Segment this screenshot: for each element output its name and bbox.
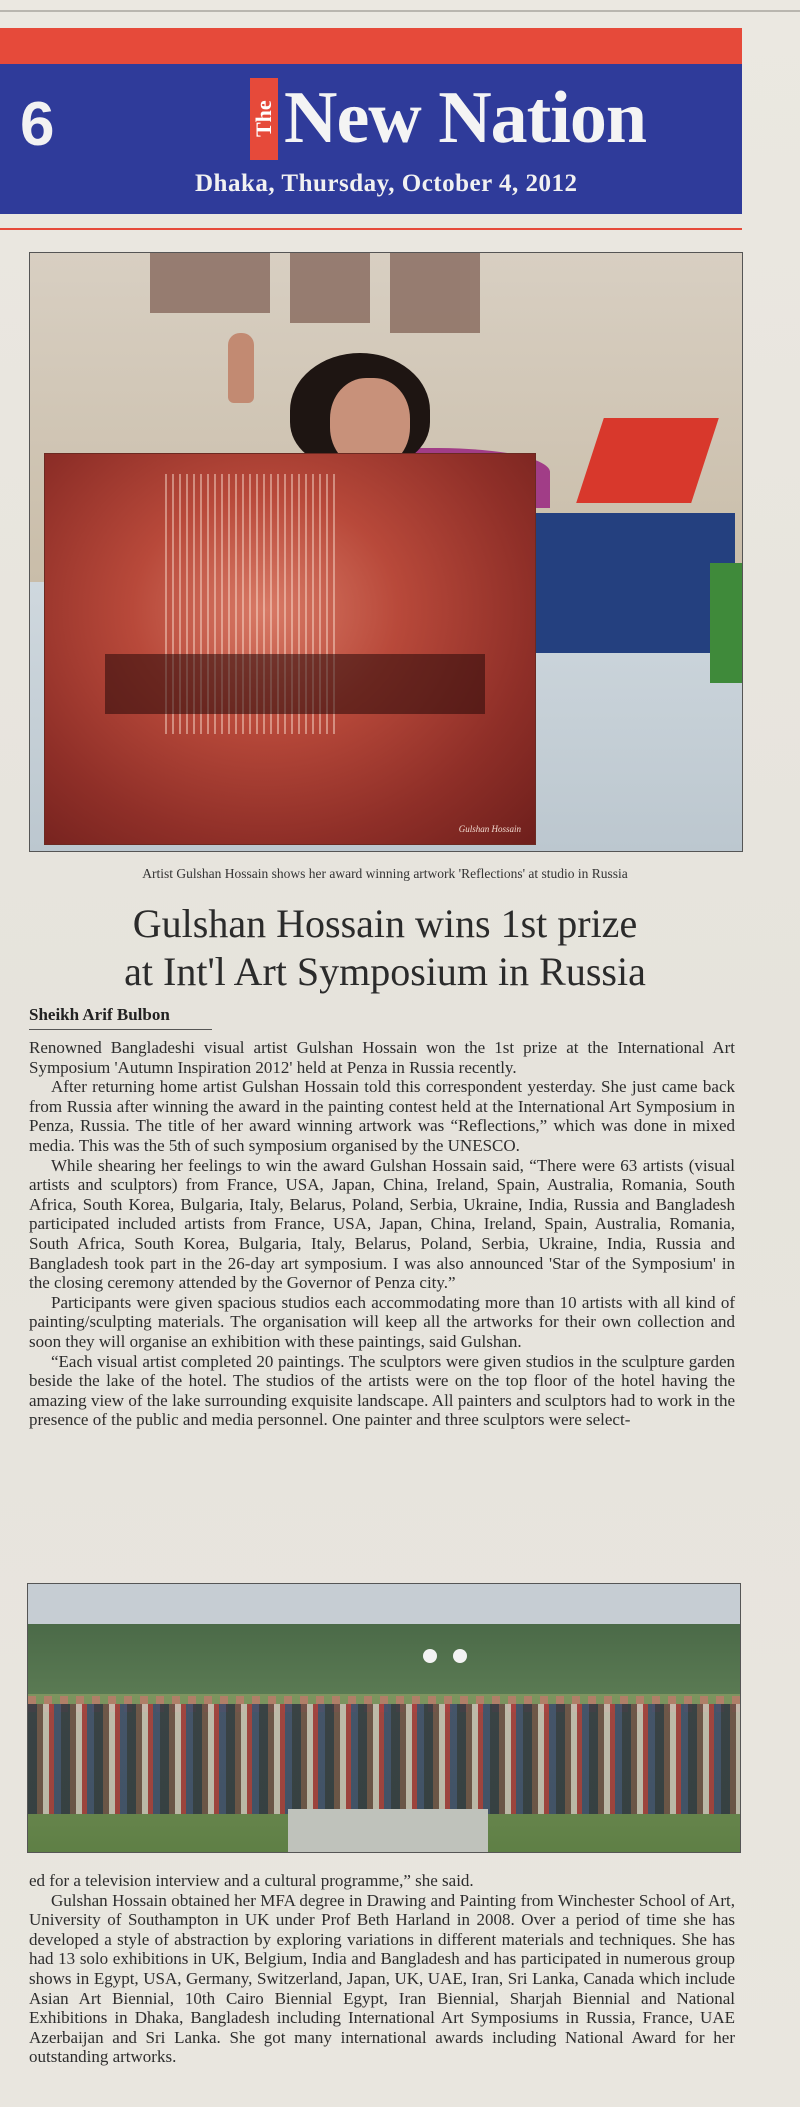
article-body-top xyxy=(29,1038,735,1430)
paragraph: “Each visual artist completed 20 paintings. The sculptors were given studios in the sculpture garden beside the lake of the hotel. The studios of the artists were on the top floor of the hotel having the amazing view of the lake surrounding exquisite landscape. All painters and sculptors had to work in the presence of the public and media personnel. One painter and three sculptors were select- xyxy=(29,1351,735,1430)
paragraph: Participants were given spacious studios each accommodating more than 10 artists with all kind of painting/sculpting materials. The organisation will keep all the artworks for their own collection and soon they will organise an exhibition with these paintings, said Gulshan. xyxy=(29,1292,735,1351)
headline xyxy=(29,900,741,996)
reflections-painting xyxy=(44,453,536,845)
group-crowd xyxy=(28,1704,740,1814)
group-photo-trees xyxy=(28,1624,740,1694)
headline-line-2: at Int'l Art Symposium in Russia xyxy=(124,949,646,994)
artist-photo xyxy=(29,252,743,852)
headline-line-1: Gulshan Hossain wins 1st prize xyxy=(132,901,638,946)
article-body-bottom xyxy=(29,1871,735,2067)
paragraph: Gulshan Hossain obtained her MFA degree in Drawing and Painting from Winchester School of Art, University of Southampton in UK under Prof Beth Harland in 2008. Over a period of time she has developed a style of abstraction by exploring variations in different materials and techniques. She has had 13 solo exhibitions in UK, Belgium, India and Bangladesh and has participated in numerous group shows in Egypt, USA, Germany, Switzerland, Japan, UK, UAE, Iran, Sri Lanka, Canada which include Asian Art Biennial, 10th Cairo Biennial Egypt, Iran Biennial, Sharjah Biennial and National Exhibitions in Dhaka, Bangladesh including International Art Symposiums in Russia, France, UAE Azerbaijan and Sri Lanka. She got many international awards including National Award for her outstanding artworks. xyxy=(29,1890,735,2067)
artist-hand xyxy=(228,333,254,403)
painting-signature: Gulshan Hossain xyxy=(458,824,521,834)
masthead-underline xyxy=(0,228,742,230)
blue-panel xyxy=(535,513,735,653)
lamp-post xyxy=(423,1649,437,1663)
page-number: 6 xyxy=(20,90,55,159)
stone-path xyxy=(288,1809,488,1853)
byline-rule xyxy=(29,1029,212,1030)
logo-the: The xyxy=(250,78,278,160)
masthead xyxy=(0,64,742,214)
wall-artwork xyxy=(390,253,480,333)
byline: Sheikh Arif Bulbon xyxy=(29,1005,170,1024)
paragraph: Renowned Bangladeshi visual artist Gulshan Hossain won the 1st prize at the International Art Symposium 'Autumn Inspiration 2012' held at Penza in Russia recently. xyxy=(29,1038,735,1077)
paragraph: ed for a television interview and a cultural programme,” she said. xyxy=(29,1871,474,1890)
wall-artwork xyxy=(150,253,270,313)
paragraph: While shearing her feelings to win the award Gulshan Hossain said, “There were 63 artists (visual artists and sculptors) from France, USA, Japan, China, Ireland, Spain, Australia, Romania, South Africa, South Korea, Bulgaria, Italy, Belarus, Poland, Serbia, Ukraine, India, Russia and Bangladesh participated included artists from France, USA, Japan, China, Ireland, Spain, Australia, Romania, South Africa, South Korea, Bulgaria, Italy, Belarus, Poland, Serbia, Ukraine, India, Russia and Bangladesh took part in the 26-day art symposium. I was also announced 'Star of the Symposium' in the closing ceremony attended by the Governor of Penza city.” xyxy=(29,1155,735,1293)
green-panel xyxy=(710,563,742,683)
group-photo xyxy=(27,1583,741,1853)
newspaper-logo xyxy=(250,78,646,158)
painting-shadow xyxy=(105,654,485,714)
masthead-red-band xyxy=(0,28,742,64)
lamp-post xyxy=(453,1649,467,1663)
wall-artwork xyxy=(290,253,370,323)
photo-caption: Artist Gulshan Hossain shows her award winning artwork 'Reflections' at studio in Russia xyxy=(142,866,628,881)
dateline: Dhaka, Thursday, October 4, 2012 xyxy=(195,170,578,197)
paragraph: After returning home artist Gulshan Hossain told this correspondent yesterday. She just came back from Russia after winning the award in the painting contest held at the International Art Symposium in Penza, Russia. The title of her award winning artwork was “Reflections,” which was done in mixed media. This was the 5th of such symposium organised by the UNESCO. xyxy=(29,1077,735,1155)
logo-name: New Nation xyxy=(284,77,647,159)
group-photo-sky xyxy=(28,1584,740,1629)
top-rule xyxy=(0,10,800,12)
